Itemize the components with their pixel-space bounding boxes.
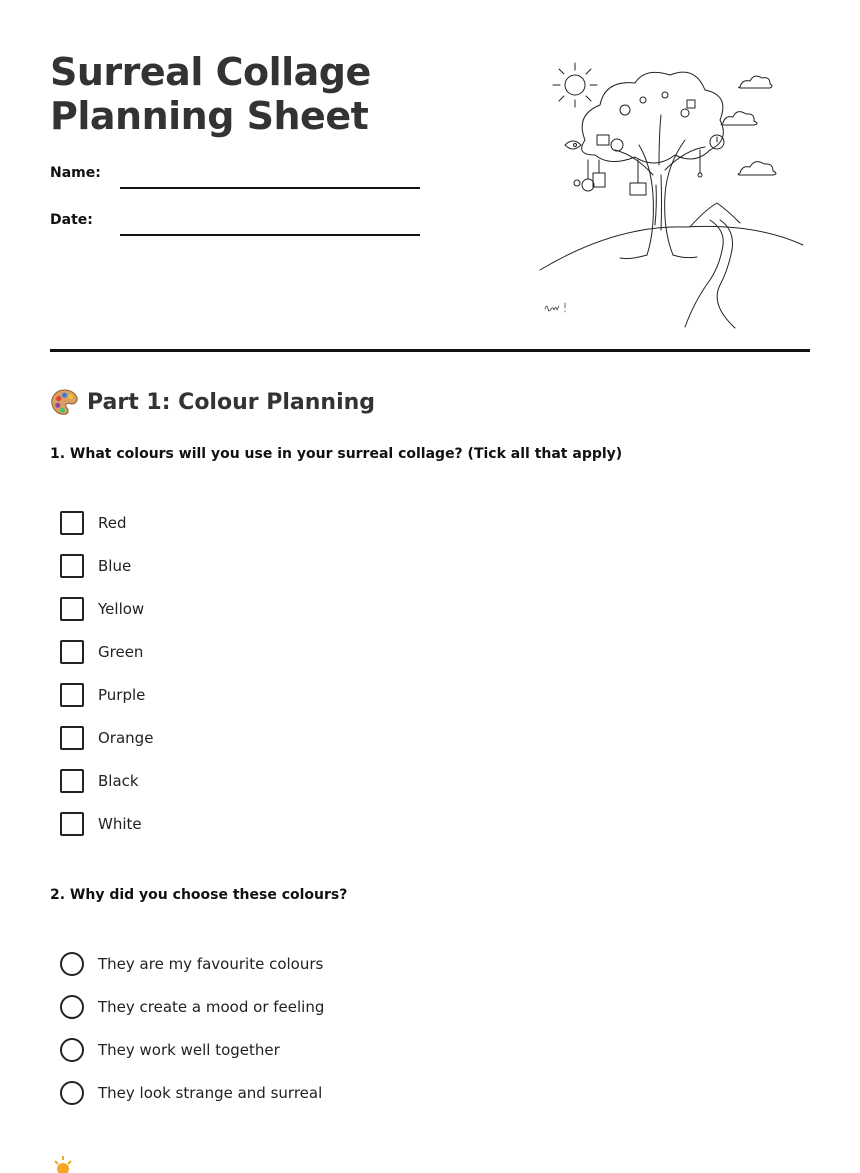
name-line[interactable] xyxy=(120,187,420,189)
checkbox[interactable] xyxy=(60,554,84,578)
checkbox-label: Orange xyxy=(98,729,154,747)
radio-label: They look strange and surreal xyxy=(98,1084,323,1102)
sun-icon xyxy=(553,63,597,107)
name-field[interactable] xyxy=(50,165,420,195)
radio-button[interactable] xyxy=(60,952,84,976)
checkbox[interactable] xyxy=(60,769,84,793)
cloud-icon xyxy=(738,162,776,175)
radio-option[interactable] xyxy=(60,994,324,1020)
sun-emoji-icon xyxy=(50,1153,80,1173)
cloud-icon xyxy=(721,112,757,125)
checkbox[interactable] xyxy=(60,511,84,535)
checkbox-option[interactable] xyxy=(60,682,145,708)
checkbox-label: Yellow xyxy=(98,600,145,618)
question-1: 1. What colours will you use in your surreal collage? (Tick all that apply) xyxy=(50,446,623,462)
checkbox-label: White xyxy=(98,815,142,833)
checkbox-label: Black xyxy=(98,772,139,790)
part1-heading-text: Part 1: Colour Planning xyxy=(87,390,376,415)
page-title xyxy=(50,50,371,138)
checkbox-option[interactable] xyxy=(60,639,143,665)
checkbox-option[interactable] xyxy=(60,553,131,579)
checkbox-option[interactable] xyxy=(60,811,142,837)
hanging-objects xyxy=(565,92,724,195)
radio-label: They are my favourite colours xyxy=(98,955,324,973)
checkbox-option[interactable] xyxy=(60,510,127,536)
checkbox-option[interactable] xyxy=(60,596,144,622)
part1-heading xyxy=(50,388,375,417)
question-2: 2. Why did you choose these colours? xyxy=(50,887,348,903)
checkbox[interactable] xyxy=(60,597,84,621)
checkbox[interactable] xyxy=(60,640,84,664)
radio-option[interactable] xyxy=(60,1080,322,1106)
cloud-icon xyxy=(739,76,773,88)
radio-button[interactable] xyxy=(60,995,84,1019)
title-line-2: Planning Sheet xyxy=(50,94,369,138)
radio-label: They work well together xyxy=(98,1041,280,1059)
surreal-tree-illustration xyxy=(535,55,810,335)
checkbox-option[interactable] xyxy=(60,725,153,751)
name-label: Name: xyxy=(50,165,101,181)
checkbox-option[interactable] xyxy=(60,768,139,794)
checkbox-label: Blue xyxy=(98,557,132,575)
checkbox-label: Red xyxy=(98,514,127,532)
checkbox[interactable] xyxy=(60,726,84,750)
checkbox[interactable] xyxy=(60,812,84,836)
radio-button[interactable] xyxy=(60,1038,84,1062)
radio-label: They create a mood or feeling xyxy=(98,998,325,1016)
section-divider xyxy=(50,349,810,352)
date-label: Date: xyxy=(50,212,93,228)
radio-option[interactable] xyxy=(60,1037,280,1063)
date-line[interactable] xyxy=(120,234,420,236)
radio-button[interactable] xyxy=(60,1081,84,1105)
checkbox-label: Purple xyxy=(98,686,146,704)
palette-icon xyxy=(50,388,79,417)
checkbox-label: Green xyxy=(98,643,144,661)
radio-option[interactable] xyxy=(60,951,323,977)
checkbox[interactable] xyxy=(60,683,84,707)
title-line-1: Surreal Collage xyxy=(50,50,371,94)
artist-signature xyxy=(545,303,565,312)
date-field[interactable] xyxy=(50,212,420,242)
